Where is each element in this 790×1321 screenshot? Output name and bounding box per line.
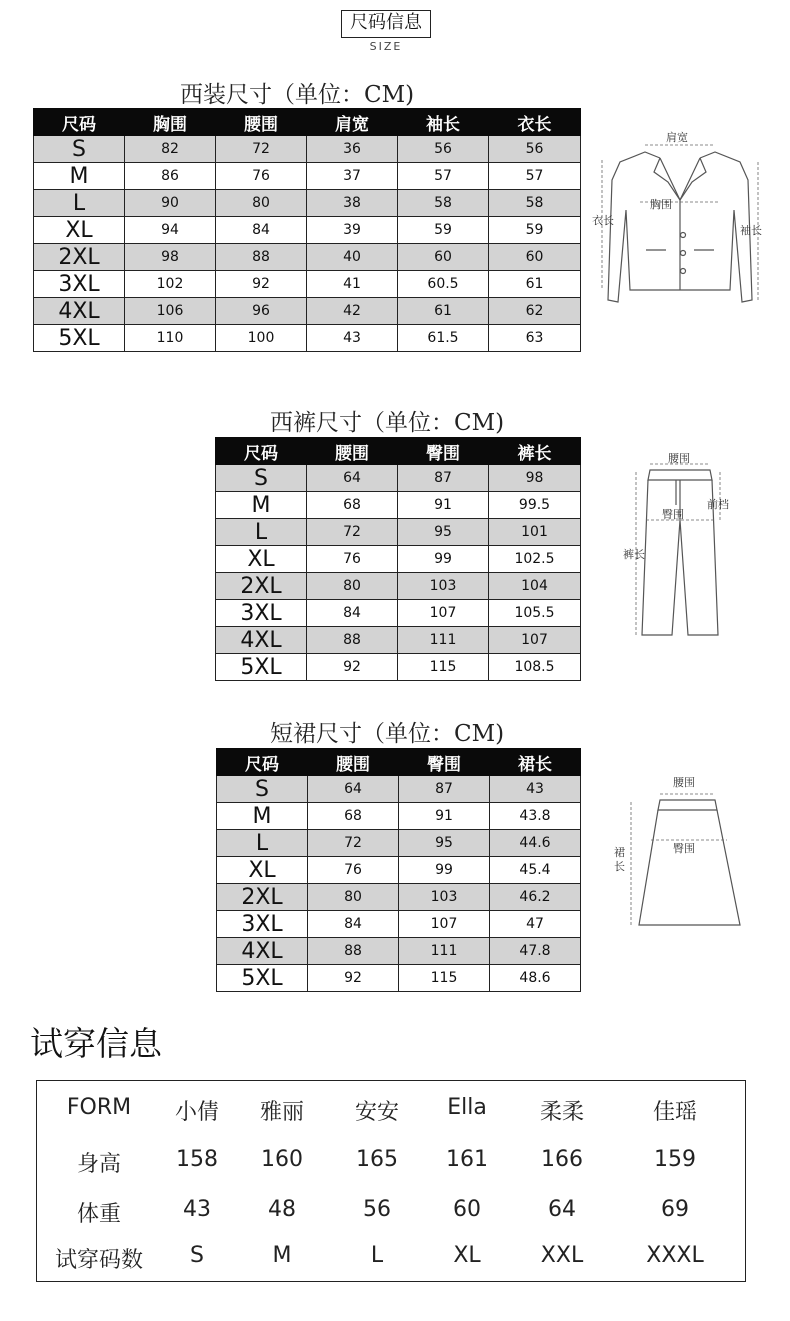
table-row: [216, 465, 581, 492]
tryon-size-row-cell: S: [190, 1243, 204, 1268]
table-row: [217, 965, 581, 992]
tryon-height-row-cell: 159: [654, 1147, 696, 1172]
size-cell: XL: [34, 217, 125, 244]
table-cell: 68: [307, 492, 398, 519]
table-cell: 95: [398, 519, 489, 546]
size-cell: 3XL: [216, 600, 307, 627]
table-cell: 115: [398, 654, 489, 681]
table-cell: 40: [307, 244, 398, 271]
table-cell: 44.6: [490, 830, 581, 857]
table-row: [34, 190, 581, 217]
pants-size-table: [215, 437, 581, 681]
table-cell: 57: [489, 163, 581, 190]
table-cell: 82: [125, 136, 216, 163]
table-cell: 61: [489, 271, 581, 298]
column-header: 腰围: [308, 749, 399, 776]
size-cell: L: [34, 190, 125, 217]
size-cell: 5XL: [34, 325, 125, 352]
table-cell: 95: [399, 830, 490, 857]
size-cell: 2XL: [217, 884, 308, 911]
suit-size-table: [33, 108, 581, 352]
table-cell: 61: [398, 298, 489, 325]
table-cell: 105.5: [489, 600, 581, 627]
table-cell: 103: [399, 884, 490, 911]
skirt-table-title: 短裙尺寸（单位：CM): [270, 721, 505, 747]
table-cell: 96: [216, 298, 307, 325]
table-row: [34, 163, 581, 190]
table-cell: 41: [307, 271, 398, 298]
table-cell: 59: [489, 217, 581, 244]
column-header: 腰围: [307, 438, 398, 465]
table-cell: 91: [398, 492, 489, 519]
table-cell: 48.6: [490, 965, 581, 992]
jacket-length-label: 衣长: [592, 214, 614, 227]
size-cell: S: [217, 776, 308, 803]
tryon-header-row-cell: 安安: [354, 1100, 399, 1125]
tryon-header-row-cell: Ella: [447, 1095, 487, 1120]
size-cell: 4XL: [216, 627, 307, 654]
size-cell: 4XL: [217, 938, 308, 965]
table-cell: 39: [307, 217, 398, 244]
table-cell: 58: [398, 190, 489, 217]
table-row: [216, 627, 581, 654]
table-cell: 80: [308, 884, 399, 911]
hip-label: 臀围: [673, 842, 695, 855]
table-cell: 80: [307, 573, 398, 600]
table-cell: 92: [308, 965, 399, 992]
table-cell: 108.5: [489, 654, 581, 681]
tryon-header-row-label: FORM: [66, 1095, 132, 1120]
table-cell: 57: [398, 163, 489, 190]
table-cell: 38: [307, 190, 398, 217]
skirt-length-label-2: 长: [614, 860, 625, 873]
table-row: [217, 884, 581, 911]
table-header-row: [34, 109, 581, 136]
table-cell: 92: [307, 654, 398, 681]
table-row: [217, 911, 581, 938]
front-rise-label: 前档: [707, 498, 729, 511]
column-header: 臀围: [398, 438, 489, 465]
column-header: 臀围: [399, 749, 490, 776]
size-cell: 2XL: [34, 244, 125, 271]
table-cell: 107: [398, 600, 489, 627]
table-cell: 84: [307, 600, 398, 627]
tryon-weight-row-cell: 64: [548, 1197, 576, 1222]
table-cell: 101: [489, 519, 581, 546]
table-cell: 99: [398, 546, 489, 573]
table-cell: 88: [307, 627, 398, 654]
tryon-height-row-cell: 158: [176, 1147, 218, 1172]
table-cell: 72: [308, 830, 399, 857]
table-cell: 56: [489, 136, 581, 163]
tryon-weight-row-cell: 60: [453, 1197, 481, 1222]
table-cell: 43.8: [490, 803, 581, 830]
table-cell: 60: [398, 244, 489, 271]
table-cell: 61.5: [398, 325, 489, 352]
tryon-header-row-cell: 雅丽: [259, 1100, 304, 1125]
table-cell: 91: [399, 803, 490, 830]
table-cell: 103: [398, 573, 489, 600]
pants-length-label: 裤长: [623, 548, 645, 561]
tryon-size-row-cell: M: [272, 1243, 292, 1268]
chest-label: 胸围: [650, 198, 672, 211]
tryon-header-row-cell: 小倩: [174, 1100, 219, 1125]
table-row: [34, 136, 581, 163]
table-cell: 37: [307, 163, 398, 190]
table-header-row: [217, 749, 581, 776]
table-cell: 110: [125, 325, 216, 352]
table-row: [217, 776, 581, 803]
tryon-weight-row-cell: 48: [268, 1197, 296, 1222]
table-cell: 76: [216, 163, 307, 190]
pants-table-title: 西裤尺寸（单位：CM): [270, 410, 505, 436]
table-cell: 98: [489, 465, 581, 492]
table-cell: 84: [216, 217, 307, 244]
table-cell: 98: [125, 244, 216, 271]
table-cell: 100: [216, 325, 307, 352]
table-cell: 99.5: [489, 492, 581, 519]
table-cell: 63: [489, 325, 581, 352]
size-cell: M: [34, 163, 125, 190]
tryon-weight-row-cell: 43: [183, 1197, 211, 1222]
tryon-height-row-cell: 160: [261, 1147, 303, 1172]
table-cell: 56: [398, 136, 489, 163]
table-row: [217, 857, 581, 884]
size-cell: L: [217, 830, 308, 857]
table-row: [216, 600, 581, 627]
table-cell: 88: [308, 938, 399, 965]
size-cell: S: [216, 465, 307, 492]
suit-table-title: 西装尺寸（单位：CM): [180, 82, 415, 108]
trousers-diagram: [620, 450, 750, 645]
table-cell: 60: [489, 244, 581, 271]
size-cell: 5XL: [216, 654, 307, 681]
table-cell: 111: [399, 938, 490, 965]
table-cell: 115: [399, 965, 490, 992]
table-row: [216, 546, 581, 573]
table-cell: 59: [398, 217, 489, 244]
table-cell: 106: [125, 298, 216, 325]
table-row: [34, 298, 581, 325]
column-header: 肩宽: [307, 109, 398, 136]
size-cell: S: [34, 136, 125, 163]
table-cell: 64: [307, 465, 398, 492]
table-cell: 62: [489, 298, 581, 325]
size-cell: M: [216, 492, 307, 519]
table-cell: 42: [307, 298, 398, 325]
size-cell: 3XL: [34, 271, 125, 298]
column-header: 袖长: [398, 109, 489, 136]
table-cell: 88: [216, 244, 307, 271]
section-header-subtitle: SIZE: [369, 40, 403, 53]
table-cell: 87: [398, 465, 489, 492]
table-cell: 58: [489, 190, 581, 217]
table-cell: 90: [125, 190, 216, 217]
table-header-row: [216, 438, 581, 465]
tryon-header-row-cell: 柔柔: [539, 1100, 584, 1125]
table-cell: 76: [308, 857, 399, 884]
column-header: 胸围: [125, 109, 216, 136]
size-cell: L: [216, 519, 307, 546]
table-cell: 87: [399, 776, 490, 803]
sleeve-length-label: 袖长: [740, 224, 762, 237]
tryon-weight-row-label: 体重: [76, 1202, 121, 1227]
table-cell: 80: [216, 190, 307, 217]
tryon-weight-row-cell: 69: [661, 1197, 689, 1222]
size-cell: 3XL: [217, 911, 308, 938]
table-row: [216, 492, 581, 519]
table-cell: 72: [216, 136, 307, 163]
size-cell: XL: [216, 546, 307, 573]
column-header: 衣长: [489, 109, 581, 136]
tryon-size-row-label: 试穿码数: [54, 1248, 143, 1273]
table-cell: 64: [308, 776, 399, 803]
table-cell: 46.2: [490, 884, 581, 911]
tryon-size-row-cell: XXL: [540, 1243, 584, 1268]
table-cell: 102: [125, 271, 216, 298]
column-header: 尺码: [216, 438, 307, 465]
tryon-header-row-cell: 佳瑶: [652, 1100, 697, 1125]
table-row: [216, 519, 581, 546]
skirt-size-table: [216, 748, 581, 992]
hip-label: 臀围: [662, 508, 684, 521]
column-header: 裙长: [490, 749, 581, 776]
section-header: 尺码信息: [341, 10, 431, 38]
skirt-diagram: [605, 770, 755, 935]
table-cell: 102.5: [489, 546, 581, 573]
tryon-title: 试穿信息: [30, 1024, 162, 1063]
table-cell: 107: [399, 911, 490, 938]
tryon-size-row-cell: XXXL: [646, 1243, 704, 1268]
column-header: 尺码: [34, 109, 125, 136]
column-header: 裤长: [489, 438, 581, 465]
tryon-weight-row-cell: 56: [363, 1197, 391, 1222]
shoulder-label: 肩宽: [666, 131, 688, 144]
table-cell: 43: [490, 776, 581, 803]
table-cell: 104: [489, 573, 581, 600]
table-cell: 47: [490, 911, 581, 938]
table-cell: 94: [125, 217, 216, 244]
tryon-size-row-cell: XL: [453, 1243, 481, 1268]
table-row: [217, 830, 581, 857]
table-cell: 86: [125, 163, 216, 190]
tryon-size-row-cell: L: [370, 1243, 384, 1268]
tryon-height-row-cell: 161: [446, 1147, 488, 1172]
table-cell: 99: [399, 857, 490, 884]
table-cell: 45.4: [490, 857, 581, 884]
size-cell: 5XL: [217, 965, 308, 992]
table-row: [34, 217, 581, 244]
table-cell: 60.5: [398, 271, 489, 298]
tryon-height-row-cell: 166: [541, 1147, 583, 1172]
table-cell: 43: [307, 325, 398, 352]
column-header: 尺码: [217, 749, 308, 776]
table-cell: 68: [308, 803, 399, 830]
table-cell: 47.8: [490, 938, 581, 965]
table-row: [217, 803, 581, 830]
table-cell: 111: [398, 627, 489, 654]
table-cell: 92: [216, 271, 307, 298]
column-header: 腰围: [216, 109, 307, 136]
table-cell: 76: [307, 546, 398, 573]
skirt-length-label-1: 裙: [614, 846, 625, 859]
tryon-height-row-cell: 165: [356, 1147, 398, 1172]
tryon-height-row-label: 身高: [76, 1152, 121, 1177]
table-row: [216, 573, 581, 600]
table-cell: 72: [307, 519, 398, 546]
tryon-table: [36, 1080, 746, 1282]
table-cell: 36: [307, 136, 398, 163]
size-cell: 2XL: [216, 573, 307, 600]
table-row: [217, 938, 581, 965]
waist-label: 腰围: [668, 452, 690, 465]
table-cell: 107: [489, 627, 581, 654]
table-row: [34, 325, 581, 352]
size-cell: XL: [217, 857, 308, 884]
table-cell: 84: [308, 911, 399, 938]
size-cell: 4XL: [34, 298, 125, 325]
blazer-diagram: [590, 120, 780, 320]
table-row: [34, 244, 581, 271]
size-cell: M: [217, 803, 308, 830]
table-row: [34, 271, 581, 298]
waist-label: 腰围: [673, 776, 695, 789]
table-row: [216, 654, 581, 681]
